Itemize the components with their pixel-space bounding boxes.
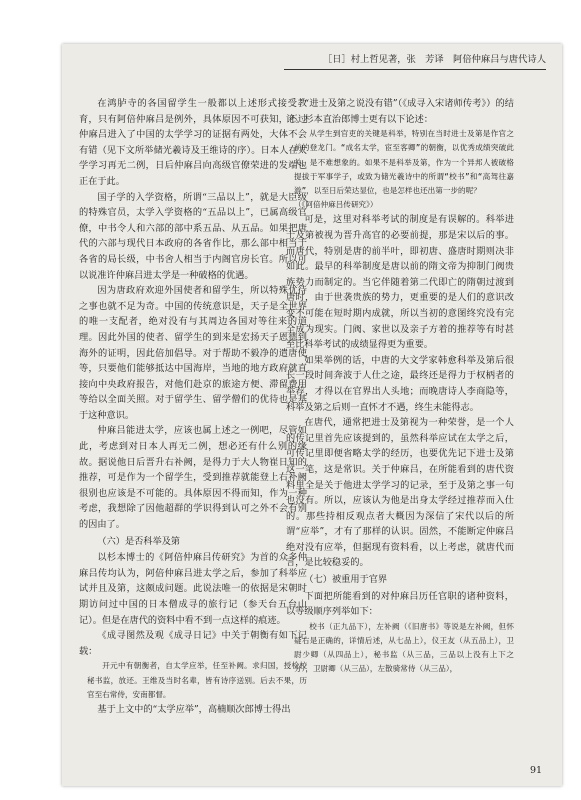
section-heading: （六）是否科举及第 <box>97 535 181 547</box>
paragraph: 在鸿胪寺的各国留学生一般都以上述形式接受教育，只有阿倍仲麻吕是例外，具体原因不可获知，不过仲麻吕进入了中国的太学学习的证据有两处，大体不会有错（见下文所举储光羲诗及王维诗的序）。日本人在太学学习再无二例，日后仲麻吕向高级官僚荣进的发端也正在于此。 <box>79 98 307 187</box>
paragraph: 因为唐政府欢迎外国使者和留学生，所以特殊优待之事也就不足为奇。中国的传统意识是，天子是全世界的唯一支配者，绝对没有与其周边各国对等往来的道理。因此外国的使者、留学生的到来是宏扬天子恩德到海外的证明，因此倍加倡导。对于帮助不毅净的遣唐使等，只要他们能够抵达中国海岸，当地的地方政府就直接向中央政府报告，对他们赴京的旅途方便、滞留费用等给以全面关照。对于留学生、留学僧们的优待也是基于这种意识。 <box>79 285 307 421</box>
paragraph: 以杉本博士的《阿倍仲麻吕传研究》为首的众多仲麻吕传均认为，阿倍仲麻吕进太学之后，参加了科举应试并且及第，这颇成问题。此说法唯一的依据是宋朝时期访问过中国的日本僧成寻的旅行记（参天台五台山记）。但是在唐代的资料中看不到一点这样的痕迹。 <box>79 552 307 626</box>
right-column <box>286 96 514 677</box>
block-quote: 从学生到官吏的关键是科举，特别在当时进士及第是作官之前的登龙门。“成名太学，宦至客卿”的朝衡，以优秀成绩突破此关，是不难想象的。如果不是科举及第，作为一个异邦人被破格提拔于军事学子，或致为储光羲诗中的所谓“校书”和“高驾往嘉游”，以至日后荣达显位，也是怎样也还出第一步的呢？ <box>294 129 514 195</box>
running-header: ［日］村上哲见著，张 芳译 阿倍仲麻吕与唐代诗人 <box>284 51 546 70</box>
paragraph: 在唐代，通常把进士及第视为一种荣誉，是一个人的传记里首先应该提到的，虽然科举应试在太学之后，可传记里即便省略太学的经历，也要优先记下进士及第这一笔，这是常识。关于仲麻吕，在所能看到的唐代资料里全是关于他进太学学习的记录，至于及第之事一句也没有。所以，应该认为他是出身太学经过推荐而入仕的。那些持相反观点者大概因为深信了宋代以后的所谓“应举”，才有了那样的认识。固然，不能断定仲麻吕绝对没有应举，但据现有资料看，以上考虑，就唐代而言，是比较稳妥的。 <box>286 417 514 569</box>
paragraph: “进士及第之说没有错”（《成寻入宋诸师传考》）的结论。杉本直治郎博士更有以下论述： <box>286 98 514 125</box>
block-quote: （《阿倍仲麻吕传研究》） <box>294 200 378 210</box>
section-heading: （七）被重用于官界 <box>304 574 388 586</box>
paragraph: 基于上文中的“太学应举”，高楠顺次郎博士得出 <box>97 703 291 715</box>
paragraph: 仲麻吕能进太学，应该也属上述之一例吧，尽管如此，考虑到对日本人再无二例，想必还有什么别的缘故。据说他日后晋升右补阙，是得力于大人物崔日知的推荐，可是作为一个留学生，受到推荐就能登上右补阙很别也应该是不可能的。具体原因不得而知，作为一种考虑，我想除了因他超群的学识得到认可之外不会有别的因由了。 <box>79 425 307 531</box>
paragraph: 《成寻图然及观《成寻日记》中关于朝衡有如下记载： <box>79 630 307 657</box>
paragraph: 国子学的入学资格，所谓“三品以上”，就是大臣级的特殊官员，太学入学资格的“五品以上”，已属高级官僚，中书令人和六部的部中系五品、从五品。如果把唐代的六部与现代日本政府的各省作比，那么部中相当于各省的局长级，中书舍人相当于内阁官房长官。所以可以说准许仲麻吕进太学是一种破格的优遇。 <box>79 191 307 281</box>
block-quote: 校书（正九品下），左补阙（《旧唐书》等说是左补阙，但怀疑右是正确的，详情后述，从七品上），仪王友（从五品上），卫尉少卿（从四品上），秘书监（从三品，三品以上没有上下之分），卫尉卿（从三品），左散骑常侍（从三品）， <box>294 621 514 674</box>
block-quote: 开元中有朝衡者，自太学应举，任至补阙。求归国，授检校秘书监，放还。王维及当时名辈，皆有诗序送别。后去不果，历官至右常侍，安南都督。 <box>87 661 307 699</box>
paragraph: 下面把所能看到的对仲麻吕历任官职的诸种资料，以等级顺序列举如下： <box>286 590 514 618</box>
paragraph: 如果举例的话，中唐的大文学家韩愈科举及第后很长一段时间奔波于人仕之途，最终还是得力于权柄者的举荐，才得以在官界出人头地；而晚唐诗人李商隐等，科举及第之后则一直怀才不遇，终生未能得志。 <box>286 354 514 413</box>
paragraph: 可是，这里对科举考试的制度是有误解的。科举进士及第被视为晋升高官的必要前提，那是宋以后的事。而唐代，特别是唐的前半叶，即初唐、盛唐时期则决非如此。最早的科举制度是唐以前的隋文帝为抑制门阀贵族势力而制定的。当它伴随着第二代即亡的隋朝过渡到唐时，由于世袭贵族的势力，更重要的是人们的意识改变不可能在短时期内成就，所以当初的意图终究没有完全成为现实。门阀、家世以及亲子方着的推荐等有时甚至比科举考试的成绩显得更为重要。 <box>286 214 514 351</box>
left-column <box>79 96 307 718</box>
page-number: 91 <box>530 765 543 776</box>
